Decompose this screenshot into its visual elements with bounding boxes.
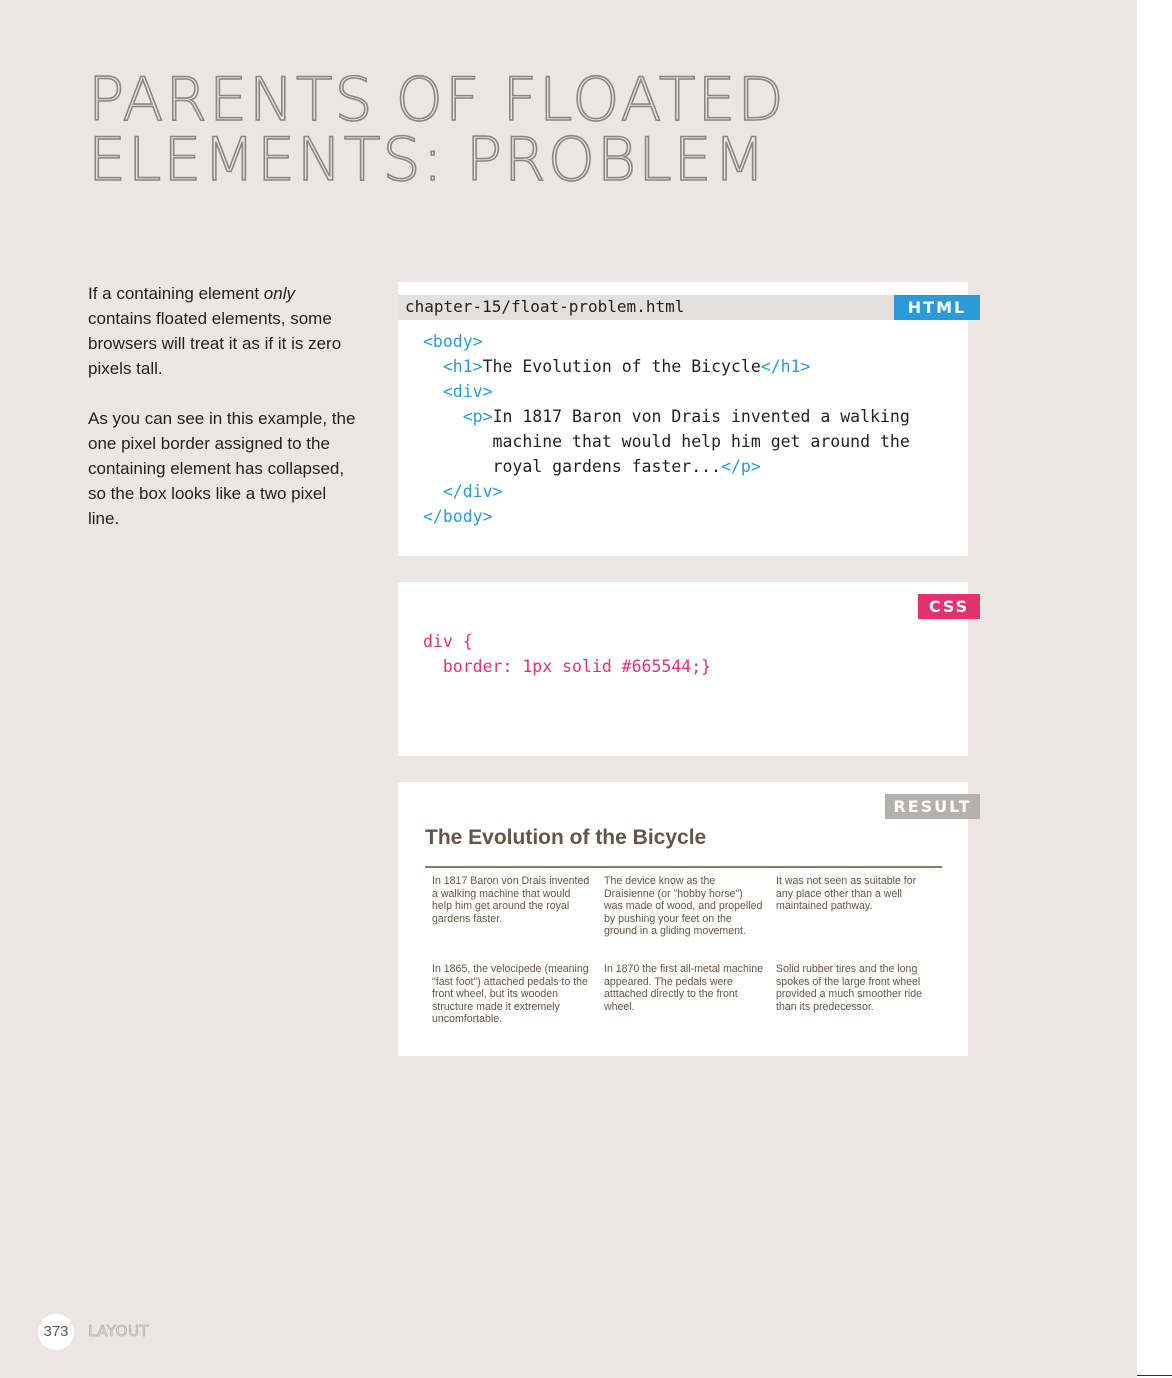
collapsed-div-border [425,866,942,868]
css-code-block [423,629,711,679]
code-p-close: </p> [721,457,761,476]
result-paragraph: In 1870 the first all-metal machine appeared. The pedals were atttached directly to the front wheel. [604,963,763,1013]
page-edge-line [1137,1375,1172,1376]
html-code-panel [398,282,968,556]
code-div-open: <div> [442,382,493,401]
filename-label: chapter-15/float-problem.html [405,297,685,316]
page-number: 373 [38,1314,74,1350]
html-code-block [423,329,910,529]
code-h1-text: The Evolution of the Bicycle [482,357,761,376]
page-title [88,65,988,195]
page-title-line-1: PARENTS OF FLOATED [88,65,786,135]
intro-text [88,281,358,556]
code-p-text-1: In 1817 Baron von Drais invented a walking [492,407,910,426]
result-heading: The Evolution of the Bicycle [425,826,707,849]
code-div-close: </div> [442,482,503,501]
html-tag-badge: HTML [894,295,980,320]
result-paragraph: Solid rubber tires and the long spokes of the large front wheel provided a much smoother ride than its predecessor. [776,963,923,1013]
intro-paragraph-1 [88,281,358,381]
css-line-2: border: 1px solid #665544;} [442,657,712,676]
result-panel [398,782,972,1056]
page-title-line-2: ELEMENTS: PROBLEM [88,125,768,195]
css-code-panel [398,582,968,756]
code-h1-close: </h1> [760,357,811,376]
css-line-1: div { [423,632,473,651]
result-paragraph: The device know as the Draisienne (or "hobby horse") was made of wood, and propelled by pushing your feet on the ground in a gliding movement. [604,875,763,937]
intro-p1-end: contains floated elements, some browsers will treat it as if it is zero pixels tall. [88,309,342,378]
intro-p1-start: If a containing element [88,284,264,303]
result-paragraph: In 1817 Baron von Drais invented a walking machine that would help him get around the royal gardens faster. [432,875,590,925]
result-paragraph: It was not seen as suitable for any place other than a well maintained pathway. [776,875,917,912]
intro-paragraph-2: As you can see in this example, the one pixel border assigned to the containing element has collapsed, so the box looks like a two pixel line. [88,409,356,528]
section-name: LAYOUT [88,1322,150,1340]
code-body-open: <body> [423,332,483,351]
result-paragraph: In 1865, the velocipede (meaning "fast foot") attached pedals to the front wheel, but its wooden structure made it extremely uncomfortable. [432,963,589,1025]
code-p-text-3: royal gardens faster... [492,457,722,476]
code-h1-open: <h1> [442,357,483,376]
intro-p1-emphasis: only [263,284,295,303]
filename-bar [398,295,968,320]
code-body-close: </body> [423,507,493,526]
result-tag-badge: RESULT [885,794,980,819]
code-p-text-2: machine that would help him get around the [492,432,910,451]
css-tag-badge: CSS [918,594,980,619]
code-p-open: <p> [462,407,493,426]
